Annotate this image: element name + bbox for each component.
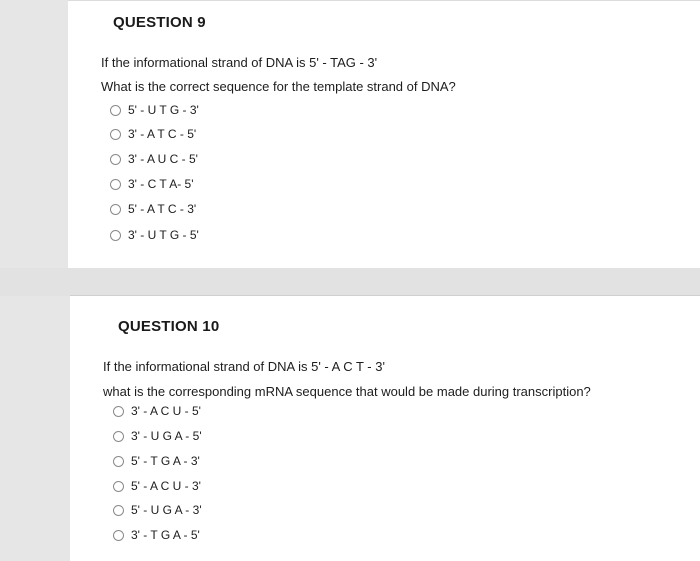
- question-9-prompt-line-1: If the informational strand of DNA is 5' - TAG - 3': [101, 55, 378, 70]
- radio-button[interactable]: [110, 204, 121, 215]
- question-10-option-4[interactable]: [113, 479, 201, 493]
- radio-button[interactable]: [113, 481, 124, 492]
- option-label: 3' - A U C - 5': [128, 152, 198, 166]
- option-label: 5' - A T C - 3': [128, 202, 197, 216]
- radio-button[interactable]: [113, 505, 124, 516]
- question-9-option-2[interactable]: [110, 127, 196, 141]
- radio-button[interactable]: [113, 406, 124, 417]
- question-10-option-6[interactable]: [113, 528, 200, 542]
- question-10-option-2[interactable]: [113, 429, 202, 443]
- question-9-option-3[interactable]: [110, 152, 198, 166]
- option-label: 3' - A T C - 5': [128, 127, 197, 141]
- option-label: 3' - U G A - 5': [131, 429, 202, 443]
- question-10-title: QUESTION 10: [118, 318, 220, 335]
- option-label: 5' - T G A - 3': [131, 454, 200, 468]
- question-separator: [0, 268, 700, 296]
- question-9-option-1[interactable]: [110, 103, 199, 117]
- radio-button[interactable]: [110, 105, 121, 116]
- radio-button[interactable]: [113, 530, 124, 541]
- option-label: 3' - U T G - 5': [128, 228, 199, 242]
- option-label: 3' - A C U - 5': [131, 404, 201, 418]
- question-9-title: QUESTION 9: [113, 14, 206, 31]
- radio-button[interactable]: [110, 230, 121, 241]
- question-10-option-1[interactable]: [113, 404, 201, 418]
- question-10-option-3[interactable]: [113, 454, 200, 468]
- question-10-prompt-line-1: If the informational strand of DNA is 5' - A C T - 3': [103, 359, 385, 374]
- radio-button[interactable]: [113, 456, 124, 467]
- question-9-option-6[interactable]: [110, 228, 199, 242]
- question-10-option-5[interactable]: [113, 503, 202, 517]
- question-9-prompt-line-2: What is the correct sequence for the template strand of DNA?: [101, 79, 456, 94]
- option-label: 5' - U T G - 3': [128, 103, 199, 117]
- radio-button[interactable]: [110, 154, 121, 165]
- question-9-option-4[interactable]: [110, 177, 194, 191]
- question-10-prompt-line-2: what is the corresponding mRNA sequence that would be made during transcription?: [103, 384, 591, 399]
- option-label: 5' - U G A - 3': [131, 503, 202, 517]
- option-label: 5' - A C U - 3': [131, 479, 201, 493]
- option-label: 3' - T G A - 5': [131, 528, 200, 542]
- question-9-option-5[interactable]: [110, 202, 196, 216]
- option-label: 3' - C T A- 5': [128, 177, 194, 191]
- radio-button[interactable]: [110, 179, 121, 190]
- radio-button[interactable]: [110, 129, 121, 140]
- radio-button[interactable]: [113, 431, 124, 442]
